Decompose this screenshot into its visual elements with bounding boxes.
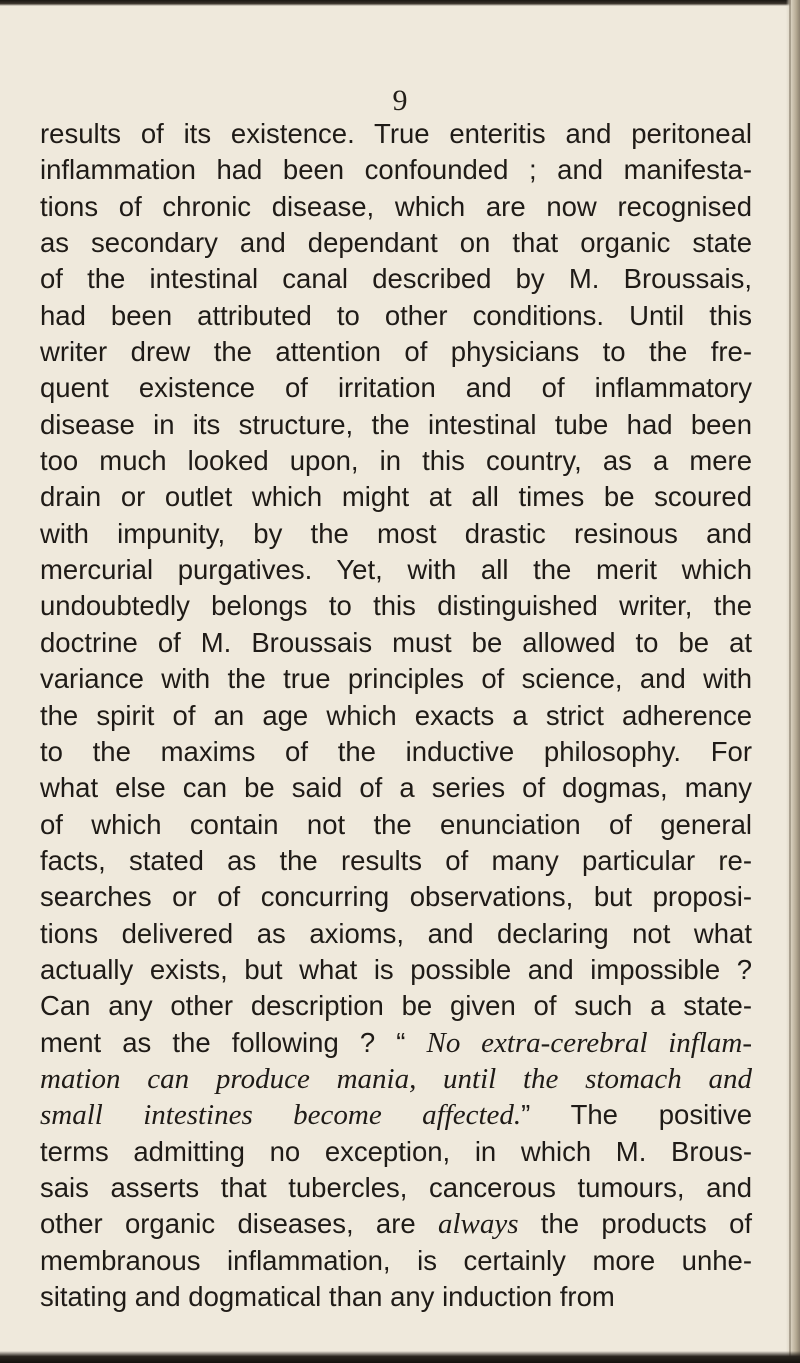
text-line <box>40 479 752 515</box>
text-line <box>40 1243 752 1279</box>
text-segment: writer drew the attention of physicians to the fre- <box>40 336 752 368</box>
text-line <box>40 843 752 879</box>
text-segment: as secondary and dependant on that organic state <box>40 227 752 259</box>
text-line <box>40 661 752 697</box>
text-segment: disease in its structure, the intestinal tube had been <box>40 408 752 440</box>
body-text <box>40 116 752 1315</box>
text-segment: had been attributed to other conditions. Until this <box>40 299 752 331</box>
top-page-edge <box>0 0 800 6</box>
text-line <box>40 261 752 297</box>
text-segment: the products of <box>518 1208 753 1240</box>
text-line <box>40 1025 752 1061</box>
text-segment: ” The positive <box>521 1099 753 1131</box>
text-line <box>40 189 752 225</box>
text-segment: tions of chronic disease, which are now recognised <box>40 190 752 222</box>
text-line <box>40 734 752 770</box>
text-line <box>40 152 752 188</box>
text-segment: quent existence of irritation and of inflammatory <box>40 372 752 404</box>
text-line <box>40 1279 752 1315</box>
text-segment: what else can be said of a series of dogmas, many <box>40 772 752 804</box>
text-segment: of the intestinal canal described by M. Broussais, <box>40 263 752 295</box>
text-segment: with impunity, by the most drastic resinous and <box>40 517 752 549</box>
text-segment: ment as the following ? “ <box>40 1026 427 1058</box>
text-line <box>40 770 752 806</box>
text-line <box>40 552 752 588</box>
text-segment: Can any other description be given of such a state- <box>40 990 752 1022</box>
text-line <box>40 225 752 261</box>
text-segment: tions delivered as axioms, and declaring not what <box>40 917 752 949</box>
text-line <box>40 116 752 152</box>
text-segment: of which contain not the enunciation of general <box>40 808 752 840</box>
text-line <box>40 407 752 443</box>
text-segment: the spirit of an age which exacts a strict adherence <box>40 699 752 731</box>
text-line <box>40 588 752 624</box>
text-line <box>40 443 752 479</box>
text-segment: sais asserts that tubercles, cancerous tumours, and <box>40 1171 752 1203</box>
italic-text-segment: small intestines become affected. <box>40 1099 522 1132</box>
italic-text-segment: always <box>437 1208 519 1241</box>
text-segment: facts, stated as the results of many particular re- <box>40 844 752 876</box>
text-line <box>40 370 752 406</box>
text-segment: mercurial purgatives. Yet, with all the merit which <box>40 554 752 586</box>
text-line <box>40 988 752 1024</box>
text-line <box>40 952 752 988</box>
text-line <box>40 334 752 370</box>
text-segment: drain or outlet which might at all times be scoured <box>40 481 752 513</box>
text-segment: membranous inflammation, is certainly more unhe- <box>40 1244 752 1276</box>
text-segment: actually exists, but what is possible and impossible ? <box>40 953 752 985</box>
right-edge-line <box>789 0 791 1363</box>
text-segment: doctrine of M. Broussais must be allowed to be at <box>40 626 752 658</box>
text-segment: searches or of concurring observations, but proposi- <box>40 881 752 913</box>
italic-text-segment: mation can produce mania, until the stomach and <box>40 1062 752 1095</box>
text-line <box>40 1061 752 1097</box>
text-segment: other organic diseases, are <box>40 1208 438 1240</box>
text-line <box>40 1170 752 1206</box>
text-line <box>40 516 752 552</box>
bottom-page-edge <box>0 1351 800 1363</box>
page-number: 9 <box>392 84 408 117</box>
text-line <box>40 298 752 334</box>
text-segment: variance with the true principles of science, and with <box>40 663 752 695</box>
text-segment: too much looked upon, in this country, as a mere <box>40 445 752 477</box>
text-segment: results of its existence. True enteritis and peritoneal <box>40 118 752 149</box>
text-line <box>40 1134 752 1170</box>
text-segment: to the maxims of the inductive philosophy. For <box>40 735 752 767</box>
text-line <box>40 1097 752 1133</box>
text-segment: undoubtedly belongs to this distinguished writer, the <box>40 590 752 622</box>
italic-text-segment: No extra-cerebral inflam- <box>426 1026 752 1059</box>
text-line <box>40 698 752 734</box>
text-line <box>40 1206 752 1242</box>
text-line <box>40 625 752 661</box>
text-segment: sitating and dogmatical than any induction from <box>40 1281 615 1312</box>
text-segment: inflammation had been confounded ; and manifesta- <box>40 154 752 186</box>
text-line <box>40 916 752 952</box>
text-line <box>40 807 752 843</box>
text-line <box>40 879 752 915</box>
text-segment: terms admitting no exception, in which M. Brous- <box>40 1135 752 1167</box>
